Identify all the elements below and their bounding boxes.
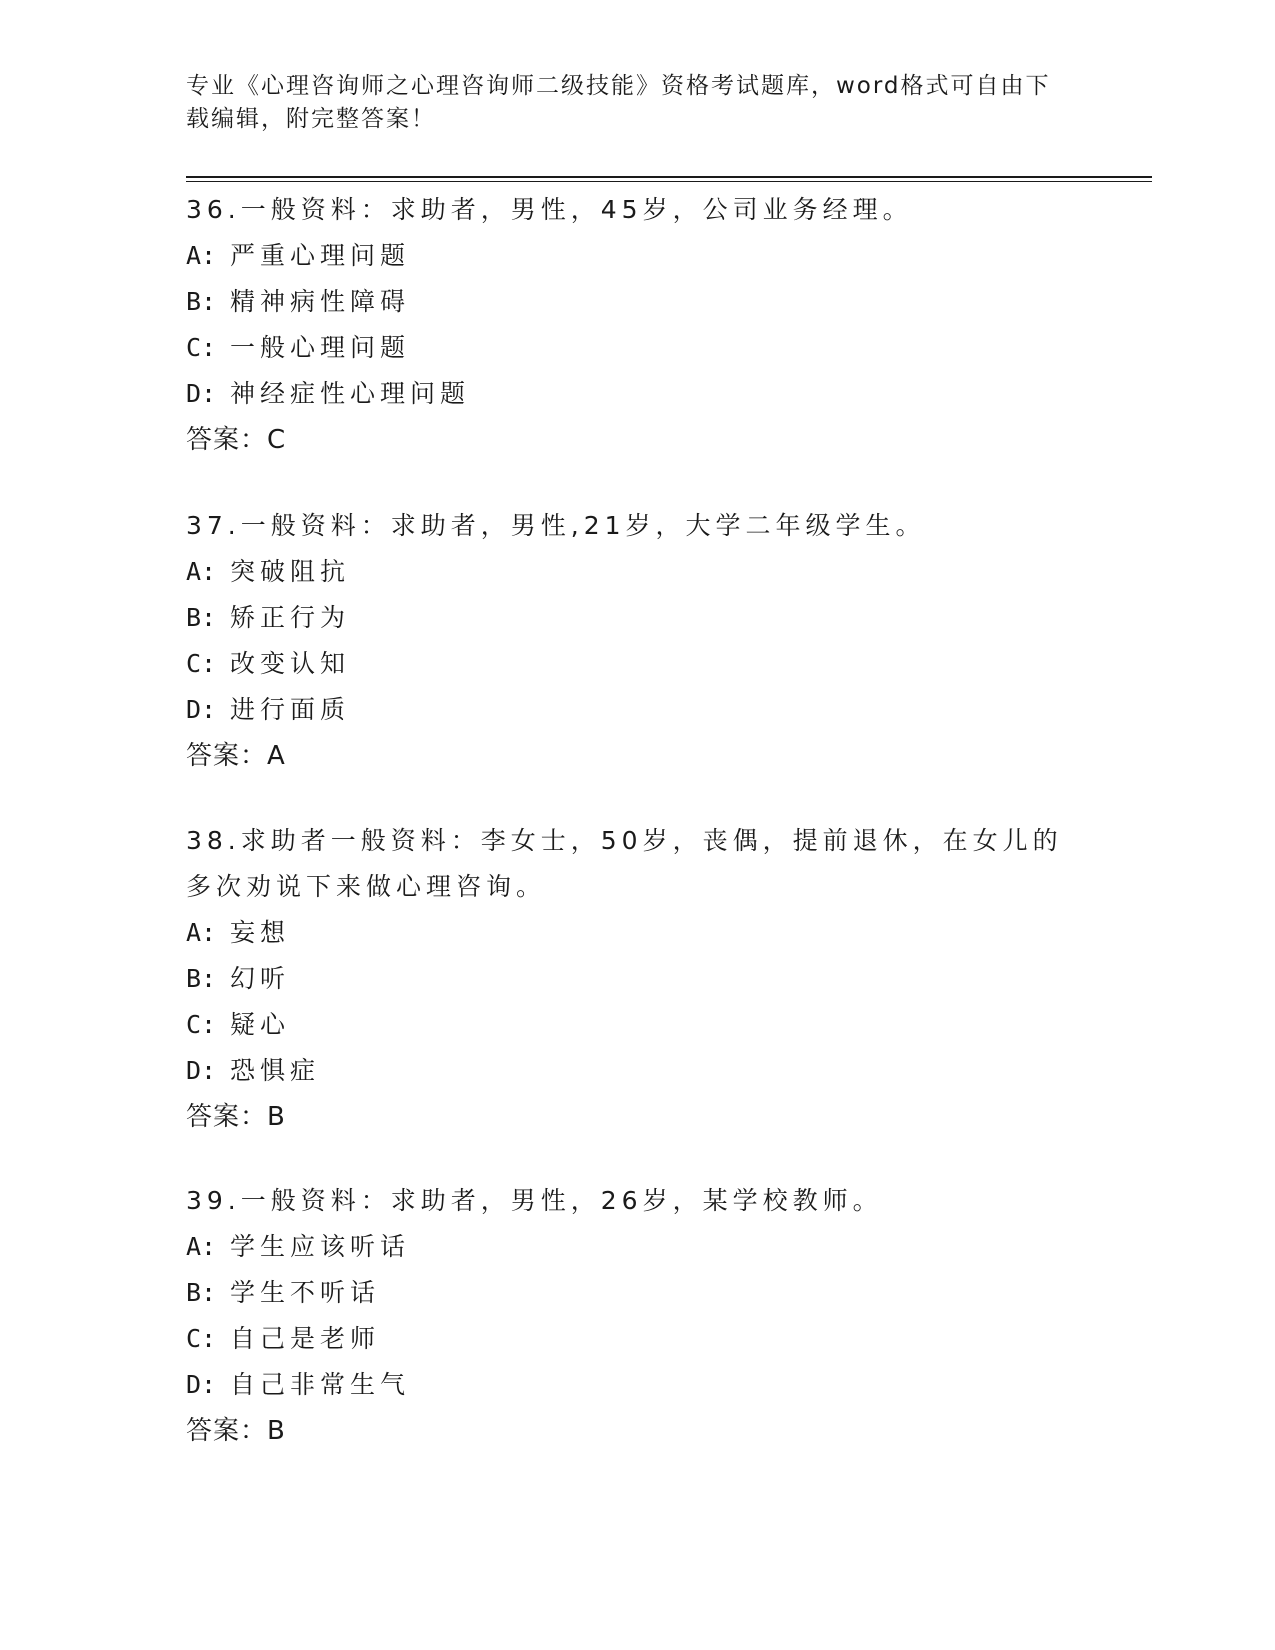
option-letter: D:: [186, 1370, 217, 1399]
option-d: [186, 1048, 1076, 1094]
option-letter: B:: [186, 1278, 217, 1307]
option-text: 矫正行为: [230, 603, 351, 632]
option-b: [186, 1270, 1086, 1316]
option-c: [186, 325, 1086, 371]
option-c: [186, 641, 1086, 687]
option-text: 自己非常生气: [230, 1370, 411, 1399]
option-b: [186, 595, 1086, 641]
answer-line: 答案：B: [186, 1416, 286, 1446]
option-d: [186, 1362, 1086, 1408]
option-letter: B:: [186, 603, 217, 632]
option-letter: C:: [186, 1010, 217, 1039]
question-36: [186, 187, 1086, 463]
option-c: [186, 1316, 1086, 1362]
option-text: 学生应该听话: [230, 1232, 411, 1261]
option-letter: D:: [186, 379, 217, 408]
option-c: [186, 1002, 1076, 1048]
option-a: [186, 910, 1076, 956]
option-letter: C:: [186, 1324, 217, 1353]
question-38: [186, 818, 1076, 1140]
option-text: 进行面质: [230, 695, 351, 724]
option-text: 幻听: [230, 964, 291, 993]
option-text: 突破阻抗: [230, 557, 351, 586]
answer-line: 答案：B: [186, 1102, 286, 1132]
question-stem: 36.一般资料：求助者，男性，45岁，公司业务经理。: [186, 195, 913, 224]
option-text: 改变认知: [230, 649, 351, 678]
option-text: 自己是老师: [230, 1324, 381, 1353]
option-b: [186, 956, 1076, 1002]
option-letter: C:: [186, 333, 217, 362]
option-letter: D:: [186, 695, 217, 724]
option-letter: D:: [186, 1056, 217, 1085]
option-text: 疑心: [230, 1010, 291, 1039]
option-letter: B:: [186, 287, 217, 316]
option-text: 学生不听话: [230, 1278, 381, 1307]
document-header: 专业《心理咨询师之心理咨询师二级技能》资格考试题库，word格式可自由下载编辑，附完整答案！: [186, 73, 1051, 132]
option-text: 严重心理问题: [230, 241, 411, 270]
answer-line: 答案：C: [186, 425, 287, 455]
option-b: [186, 279, 1086, 325]
header-divider-bottom: [186, 181, 1152, 182]
option-a: [186, 1224, 1086, 1270]
question-stem: 37.一般资料：求助者，男性,21岁，大学二年级学生。: [186, 511, 926, 540]
option-d: [186, 687, 1086, 733]
question-stem: 38.求助者一般资料：李女士，50岁，丧偶，提前退休，在女儿的多次劝说下来做心理咨询。: [186, 826, 1063, 901]
header-divider-top: [186, 176, 1152, 178]
option-text: 妄想: [230, 918, 291, 947]
question-39: [186, 1178, 1086, 1454]
option-a: [186, 233, 1086, 279]
option-a: [186, 549, 1086, 595]
option-text: 一般心理问题: [230, 333, 411, 362]
question-stem: 39.一般资料：求助者，男性，26岁，某学校教师。: [186, 1186, 883, 1215]
option-letter: A:: [186, 918, 217, 947]
option-text: 精神病性障碍: [230, 287, 411, 316]
option-d: [186, 371, 1086, 417]
option-letter: A:: [186, 241, 217, 270]
option-text: 神经症性心理问题: [230, 379, 471, 408]
option-letter: A:: [186, 557, 217, 586]
option-letter: A:: [186, 1232, 217, 1261]
option-text: 恐惧症: [230, 1056, 321, 1085]
answer-line: 答案：A: [186, 741, 286, 771]
option-letter: B:: [186, 964, 217, 993]
option-letter: C:: [186, 649, 217, 678]
question-37: [186, 503, 1086, 779]
